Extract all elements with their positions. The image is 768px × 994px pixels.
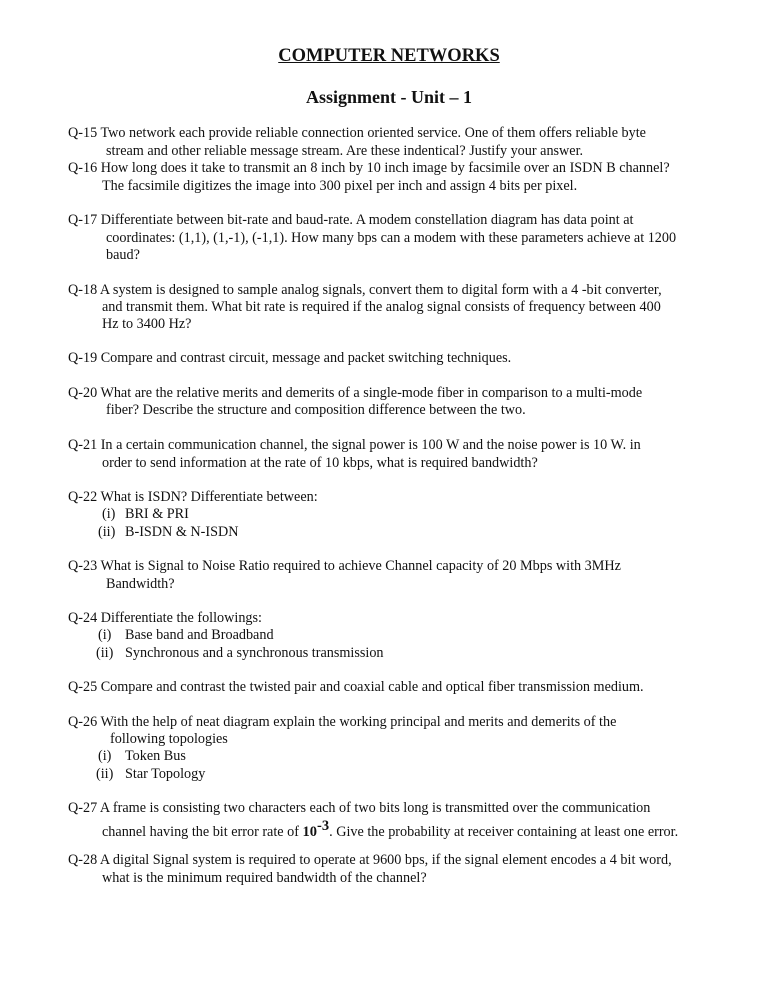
q22-item-2-marker: (ii) xyxy=(98,524,116,540)
q20-line-2: fiber? Describe the structure and composition difference between the two. xyxy=(106,402,526,418)
q26-item-2-marker: (ii) xyxy=(96,766,114,782)
q26-line-2: following topologies xyxy=(110,731,228,747)
q20-line-1: Q-20 What are the relative merits and demerits of a single-mode fiber in comparison to a multi-mode xyxy=(68,385,643,401)
document-title: COMPUTER NETWORKS xyxy=(278,46,500,66)
q26-line-1: Q-26 With the help of neat diagram explain the working principal and merits and demerits of the xyxy=(68,714,617,730)
q15-line-2: stream and other reliable message stream. Are these indentical? Justify your answer. xyxy=(106,143,584,159)
q27-line-1: Q-27 A frame is consisting two characters each of two bits long is transmitted over the communication xyxy=(68,800,651,816)
q27-line-2-pre: channel having the bit error rate of xyxy=(102,824,303,840)
q24-item-1-marker: (i) xyxy=(98,627,112,643)
q18-line-1: Q-18 A system is designed to sample analog signals, convert them to digital form with a 4 -bit converter, xyxy=(68,282,662,298)
q24-item-1: Base band and Broadband xyxy=(125,627,274,643)
q24-line-1: Q-24 Differentiate the followings: xyxy=(68,610,262,626)
q15-line-1: Q-15 Two network each provide reliable connection oriented service. One of them offers reliable byte xyxy=(68,125,646,141)
q24-item-2-marker: (ii) xyxy=(96,645,114,661)
q17-line-2: coordinates: (1,1), (1,-1), (-1,1). How many bps can a modem with these parameters achieve at 1200 xyxy=(106,230,677,246)
q17-line-1: Q-17 Differentiate between bit-rate and baud-rate. A modem constellation diagram has data point at xyxy=(68,212,634,228)
q24-item-2: Synchronous and a synchronous transmission xyxy=(125,645,384,661)
q19-line-1: Q-19 Compare and contrast circuit, message and packet switching techniques. xyxy=(68,350,512,366)
document-subtitle: Assignment - Unit – 1 xyxy=(305,87,472,107)
q18-line-2: and transmit them. What bit rate is required if the analog signal consists of frequency between 400 xyxy=(102,299,661,315)
q25-line-1: Q-25 Compare and contrast the twisted pair and coaxial cable and optical fiber transmission medium. xyxy=(68,679,644,695)
q27-error-rate-exponent: -3 xyxy=(317,818,330,834)
q18-line-3: Hz to 3400 Hz? xyxy=(102,316,192,332)
q27-line-2 xyxy=(102,818,678,841)
q21-line-1: Q-21 In a certain communication channel, the signal power is 100 W and the noise power is 10 W. in xyxy=(68,437,641,453)
q28-line-2: what is the minimum required bandwidth of the channel? xyxy=(102,870,427,886)
q16-line-2: The facsimile digitizes the image into 300 pixel per inch and assign 4 bits per pixel. xyxy=(102,178,578,194)
q22-item-2: B-ISDN & N-ISDN xyxy=(125,524,239,540)
q17-line-3: baud? xyxy=(106,247,140,263)
q27-line-2-post: . Give the probability at receiver containing at least one error. xyxy=(329,824,679,840)
q21-line-2: order to send information at the rate of 10 kbps, what is required bandwidth? xyxy=(102,455,538,471)
q23-line-2: Bandwidth? xyxy=(106,576,175,592)
q22-item-1-marker: (i) xyxy=(102,506,116,522)
q26-item-2: Star Topology xyxy=(125,766,206,782)
q22-item-1: BRI & PRI xyxy=(125,506,189,522)
q16-line-1: Q-16 How long does it take to transmit an 8 inch by 10 inch image by facsimile over an ISDN B channel? xyxy=(68,160,670,176)
q28-line-1: Q-28 A digital Signal system is required to operate at 9600 bps, if the signal element encodes a 4 bit word, xyxy=(68,852,672,868)
q26-item-1: Token Bus xyxy=(125,748,186,764)
q23-line-1: Q-23 What is Signal to Noise Ratio required to achieve Channel capacity of 20 Mbps with 3MHz xyxy=(68,558,621,574)
q27-error-rate-base: 10 xyxy=(302,824,318,840)
q22-line-1: Q-22 What is ISDN? Differentiate between: xyxy=(68,489,318,505)
q26-item-1-marker: (i) xyxy=(98,748,112,764)
